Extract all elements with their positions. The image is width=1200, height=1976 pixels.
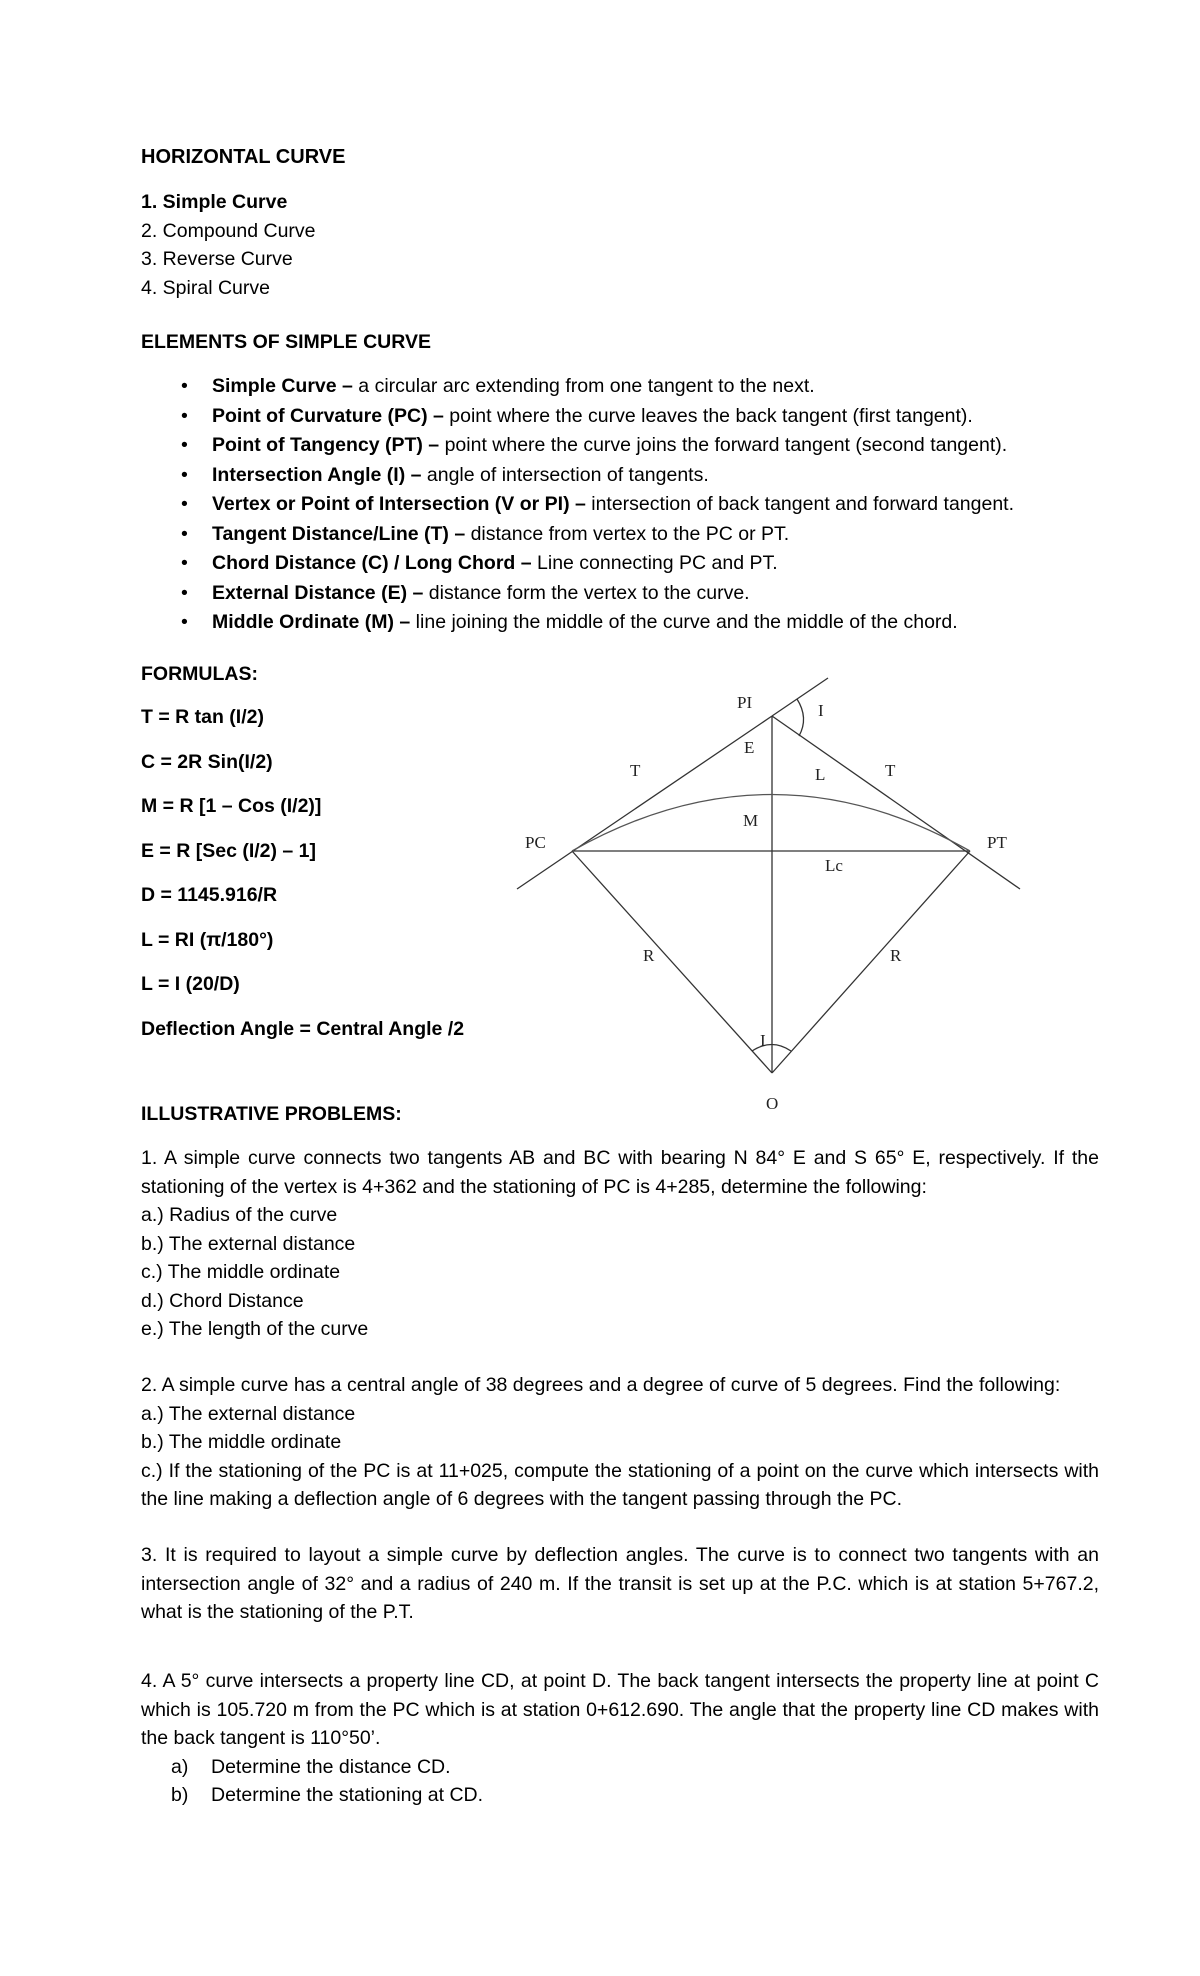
formula: L = I (20/D) [141,973,240,995]
curve-type-item: 2. Compound Curve [141,219,316,242]
element-desc: distance from vertex to the PC or PT. [465,522,790,545]
problem-1 [141,1144,1099,1344]
element-item [141,431,1014,461]
bullet-icon: • [181,493,188,515]
element-item [141,461,1014,491]
problem-item: e.) The length of the curve [141,1318,369,1340]
simple-curve-diagram [515,668,1025,1118]
formula: C = 2R Sin(I/2) [141,750,273,773]
element-term: Vertex or Point of Intersection (V or PI) – [212,493,586,515]
problem-text: 1. A simple curve connects two tangents AB and BC with bearing N 84° E and S 65° E, respectively. If the stationing of the vertex is 4+362 and the stationing of PC is 4+285, determine the following: [141,1147,1099,1198]
problem-item: c.) If the stationing of the PC is at 11+025, compute the stationing of a point on the curve which intersects with the line making a deflection angle of 6 degrees with the tangent passing through the PC. [141,1459,1099,1510]
element-item [141,549,1014,579]
problem-item: a.) The external distance [141,1402,356,1425]
element-item [141,520,1014,550]
element-desc: line joining the middle of the curve and the middle of the chord. [410,611,958,633]
bullet-icon: • [181,522,188,545]
element-item [141,579,1014,609]
bullet-icon: • [181,581,188,604]
problem-4 [141,1667,1099,1810]
label-m: M [743,811,759,830]
element-item [141,608,1014,638]
problem-3 [141,1541,1099,1627]
element-term: Point of Tangency (PT) – [212,434,440,456]
element-term: Chord Distance (C) / Long Chord – [212,552,532,574]
elements-list [141,372,1014,638]
problem-item: d.) Chord Distance [141,1289,304,1312]
page-title: HORIZONTAL CURVE [141,146,346,168]
element-desc: distance form the vertex to the curve. [423,581,750,604]
curve-type-item: 1. Simple Curve [141,191,288,213]
element-term: Simple Curve – [212,375,353,397]
formulas-list [141,703,464,1059]
formula: E = R [Sec (I/2) – 1] [141,839,317,862]
back-tangent-line [517,716,772,889]
problem-text: 3. It is required to layout a simple curve by deflection angles. The curve is to connect two tangents with an intersection angle of 32° and a radius of 240 m. If the transit is set up at the P.C. which is at station 5+767.2, what is the stationing of the P.T. [141,1544,1099,1623]
label-o: O [766,1094,779,1113]
curve-arc [572,795,970,852]
label-pc: PC [525,833,546,852]
label-pi: PI [737,693,753,712]
formula: Deflection Angle = Central Angle /2 [141,1017,465,1040]
element-desc: point where the curve leaves the back tangent (first tangent). [443,404,973,427]
formula: M = R [1 – Cos (I/2)] [141,795,322,817]
formula: T = R tan (I/2) [141,706,264,728]
problem-2 [141,1371,1099,1514]
problem-item [141,1781,1099,1810]
bullet-icon: • [181,611,188,633]
element-desc: intersection of back tangent and forward tangent. [585,493,1015,515]
element-term: Point of Curvature (PC) – [212,404,444,427]
item-text: Determine the stationing at CD. [211,1784,484,1806]
problem-item [141,1753,1099,1782]
label-t-right: T [885,761,896,780]
element-item [141,372,1014,402]
curve-type-item: 4. Spiral Curve [141,276,270,299]
problem-item: c.) The middle ordinate [141,1261,341,1283]
item-label: b) [171,1784,189,1806]
intersection-angle-arc [797,699,804,736]
element-term: Intersection Angle (I) – [212,463,422,486]
formula: D = 1145.916/R [141,884,278,906]
problem-text: 2. A simple curve has a central angle of 38 degrees and a degree of curve of 5 degrees. Find the following: [141,1374,1061,1396]
formula: L = RI (π/180°) [141,928,274,951]
label-t-left: T [630,761,641,780]
label-l: L [815,765,826,784]
bullet-icon: • [181,463,188,486]
label-i-bottom: I [760,1031,766,1050]
bullet-icon: • [181,552,188,574]
element-item [141,402,1014,432]
curve-type-item: 3. Reverse Curve [141,248,293,270]
label-pt: PT [987,833,1007,852]
label-e: E [744,738,755,757]
label-r-left: R [643,946,655,965]
element-term: External Distance (E) – [212,581,424,604]
radius-right-line [772,851,970,1073]
bullet-icon: • [181,434,188,456]
forward-tangent-line [772,716,1020,889]
item-text: Determine the distance CD. [211,1755,451,1778]
formulas-heading: FORMULAS: [141,663,258,685]
element-desc: angle of intersection of tangents. [421,463,709,486]
item-label: a) [171,1755,189,1778]
label-lc: Lc [825,856,843,875]
bullet-icon: • [181,375,188,397]
element-item [141,490,1014,520]
curve-types-list [141,188,316,302]
element-desc: point where the curve joins the forward tangent (second tangent). [439,434,1008,456]
label-i-top: I [818,701,824,720]
problem-item: a.) Radius of the curve [141,1204,338,1226]
element-desc: Line connecting PC and PT. [531,552,778,574]
problem-item: b.) The middle ordinate [141,1431,342,1453]
bullet-icon: • [181,404,188,427]
label-r-right: R [890,946,902,965]
elements-heading: ELEMENTS OF SIMPLE CURVE [141,331,432,353]
radius-left-line [572,851,772,1073]
element-term: Tangent Distance/Line (T) – [212,522,466,545]
problem-item: b.) The external distance [141,1232,356,1255]
element-term: Middle Ordinate (M) – [212,611,411,633]
problem-text: 4. A 5° curve intersects a property line CD, at point D. The back tangent intersects the property line at point C which is 105.720 m from the PC which is at station 0+612.690. The angle that the property line CD makes with the back tangent is 110°50’. [141,1670,1099,1749]
element-desc: a circular arc extending from one tangent to the next. [352,375,815,397]
problems-heading: ILLUSTRATIVE PROBLEMS: [141,1103,402,1125]
